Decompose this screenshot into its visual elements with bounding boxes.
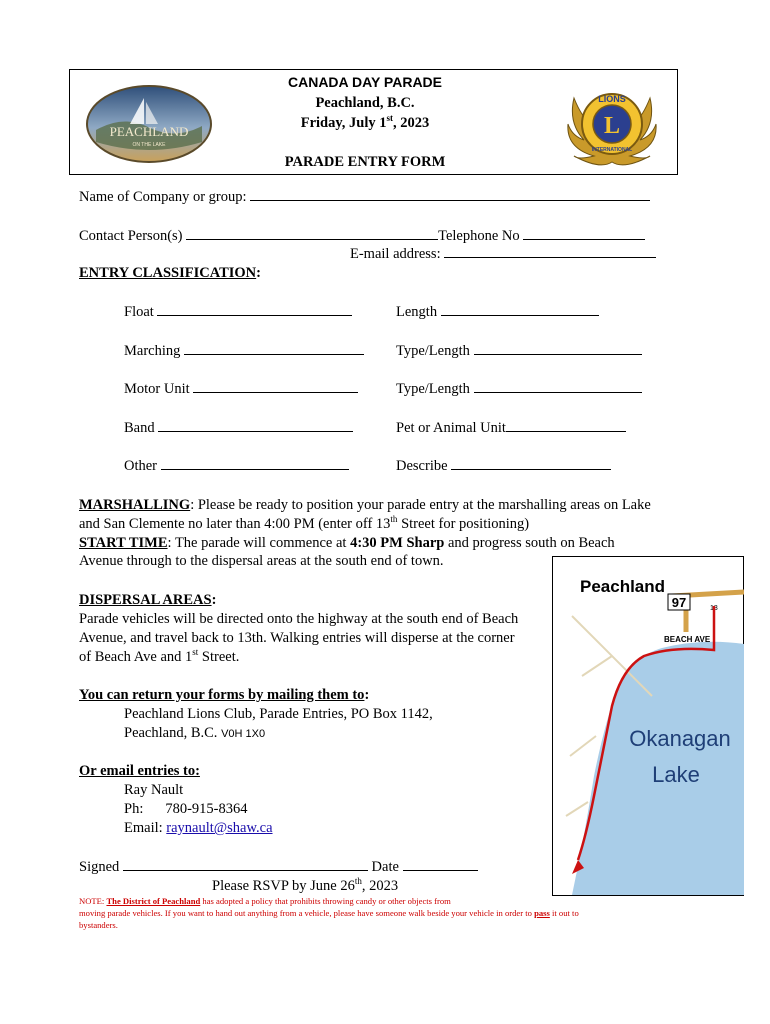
lions-logo xyxy=(564,78,660,168)
start-time-line-1: START TIME: The parade will commence at 4:30 PM Sharp and progress south on Beach xyxy=(79,535,615,551)
signature-row: Signed Date xyxy=(79,858,478,876)
note-line-3: bystanders. xyxy=(79,920,118,930)
contact-label: Contact Person(s) xyxy=(79,228,183,244)
peachland-logo xyxy=(84,84,214,164)
email-entries-heading: Or email entries to: xyxy=(79,763,200,779)
date-input[interactable] xyxy=(403,858,478,871)
marching-field: Marching xyxy=(124,342,364,360)
start-time-line-2: Avenue through to the dispersal areas at the south end of town. xyxy=(79,553,444,569)
highway-label: 97 xyxy=(671,595,687,610)
rsvp-line: Please RSVP by June 26th, 2023 xyxy=(212,876,399,894)
company-label: Name of Company or group: xyxy=(79,189,247,205)
other-input[interactable] xyxy=(161,457,349,470)
lions-bottom-text: INTERNATIONAL xyxy=(591,147,633,153)
contact-email: Email: raynault@shaw.ca xyxy=(124,820,273,836)
band-field: Band xyxy=(124,419,353,437)
email-label: E-mail address: xyxy=(350,246,441,262)
marshalling-line-2: and San Clemente no later than 4:00 PM (enter off 13th Street for positioning) xyxy=(79,514,530,532)
type-length-input-2[interactable] xyxy=(474,380,642,393)
telephone-label: Telephone No xyxy=(438,228,520,244)
dispersal-heading: DISPERSAL AREAS: xyxy=(79,592,217,608)
marshalling-line-1: MARSHALLING: Please be ready to position your parade entry at the marshalling areas on Lake xyxy=(79,497,651,513)
lake-label-2: Lake xyxy=(652,762,700,787)
dispersal-line-2: Avenue, and travel back to 13th. Walking entries will disperse at the corner xyxy=(79,630,515,646)
length-input[interactable] xyxy=(441,303,599,316)
type-length-field-2: Type/Length xyxy=(396,380,642,398)
parade-route-map xyxy=(552,556,744,896)
mail-line-1: Peachland Lions Club, Parade Entries, PO Box 1142, xyxy=(124,706,433,722)
dispersal-line-3: of Beach Ave and 1st Street. xyxy=(79,647,240,665)
signature-input[interactable] xyxy=(123,858,368,871)
pet-animal-field: Pet or Animal Unit xyxy=(396,419,626,437)
note-line-2: moving parade vehicles. If you want to hand out anything from a vehicle, please have someone walk beside your vehicle in order to pass it out to xyxy=(79,908,579,918)
contact-field xyxy=(79,227,645,245)
classification-heading: ENTRY CLASSIFICATION: xyxy=(79,265,261,281)
street-label: 13 xyxy=(710,605,718,612)
parade-title: CANADA DAY PARADE xyxy=(287,74,443,90)
email-field xyxy=(350,245,656,263)
map-town-label: Peachland xyxy=(580,577,666,596)
start-time-heading: START TIME xyxy=(79,535,168,551)
lake-label-1: Okanagan xyxy=(629,726,731,751)
logo-word: PEACHLAND xyxy=(109,124,189,139)
parade-date: Friday, July 1st, 2023 xyxy=(300,113,430,131)
float-input[interactable] xyxy=(157,303,352,316)
email-link[interactable]: raynault@shaw.ca xyxy=(166,820,273,836)
motor-unit-field: Motor Unit xyxy=(124,380,358,398)
contact-name: Ray Nault xyxy=(124,782,184,798)
marching-input[interactable] xyxy=(184,342,364,355)
email-input[interactable] xyxy=(444,245,656,258)
company-field xyxy=(79,188,650,206)
marshalling-heading: MARSHALLING xyxy=(79,497,191,513)
logo-sub: ON THE LAKE xyxy=(132,142,166,148)
contact-input[interactable] xyxy=(186,227,438,240)
pet-animal-input[interactable] xyxy=(506,419,626,432)
form-title: PARADE ENTRY FORM xyxy=(284,154,446,170)
telephone-input[interactable] xyxy=(523,227,645,240)
note-line-1: NOTE: The District of Peachland has adopted a policy that prohibits throwing candy or other objects from xyxy=(79,896,451,906)
mail-line-2: Peachland, B.C. V0H 1X0 xyxy=(124,725,266,741)
type-length-input-1[interactable] xyxy=(474,342,642,355)
float-field: Float xyxy=(124,303,352,321)
company-input[interactable] xyxy=(250,188,650,201)
length-field: Length xyxy=(396,303,599,321)
lions-letter: L xyxy=(603,113,621,139)
mail-heading: You can return your forms by mailing them to: xyxy=(79,687,370,703)
describe-input[interactable] xyxy=(451,457,611,470)
parade-location: Peachland, B.C. xyxy=(315,95,415,111)
other-field: Other xyxy=(124,457,349,475)
lions-top-text: LIONS xyxy=(598,94,626,104)
describe-field: Describe xyxy=(396,457,611,475)
band-input[interactable] xyxy=(158,419,353,432)
dispersal-line-1: Parade vehicles will be directed onto the highway at the south end of Beach xyxy=(79,611,519,627)
type-length-field-1: Type/Length xyxy=(396,342,642,360)
beach-ave-label: BEACH AVE xyxy=(664,635,711,644)
contact-phone: Ph: 780-915-8364 xyxy=(124,801,248,817)
motor-unit-input[interactable] xyxy=(193,380,358,393)
